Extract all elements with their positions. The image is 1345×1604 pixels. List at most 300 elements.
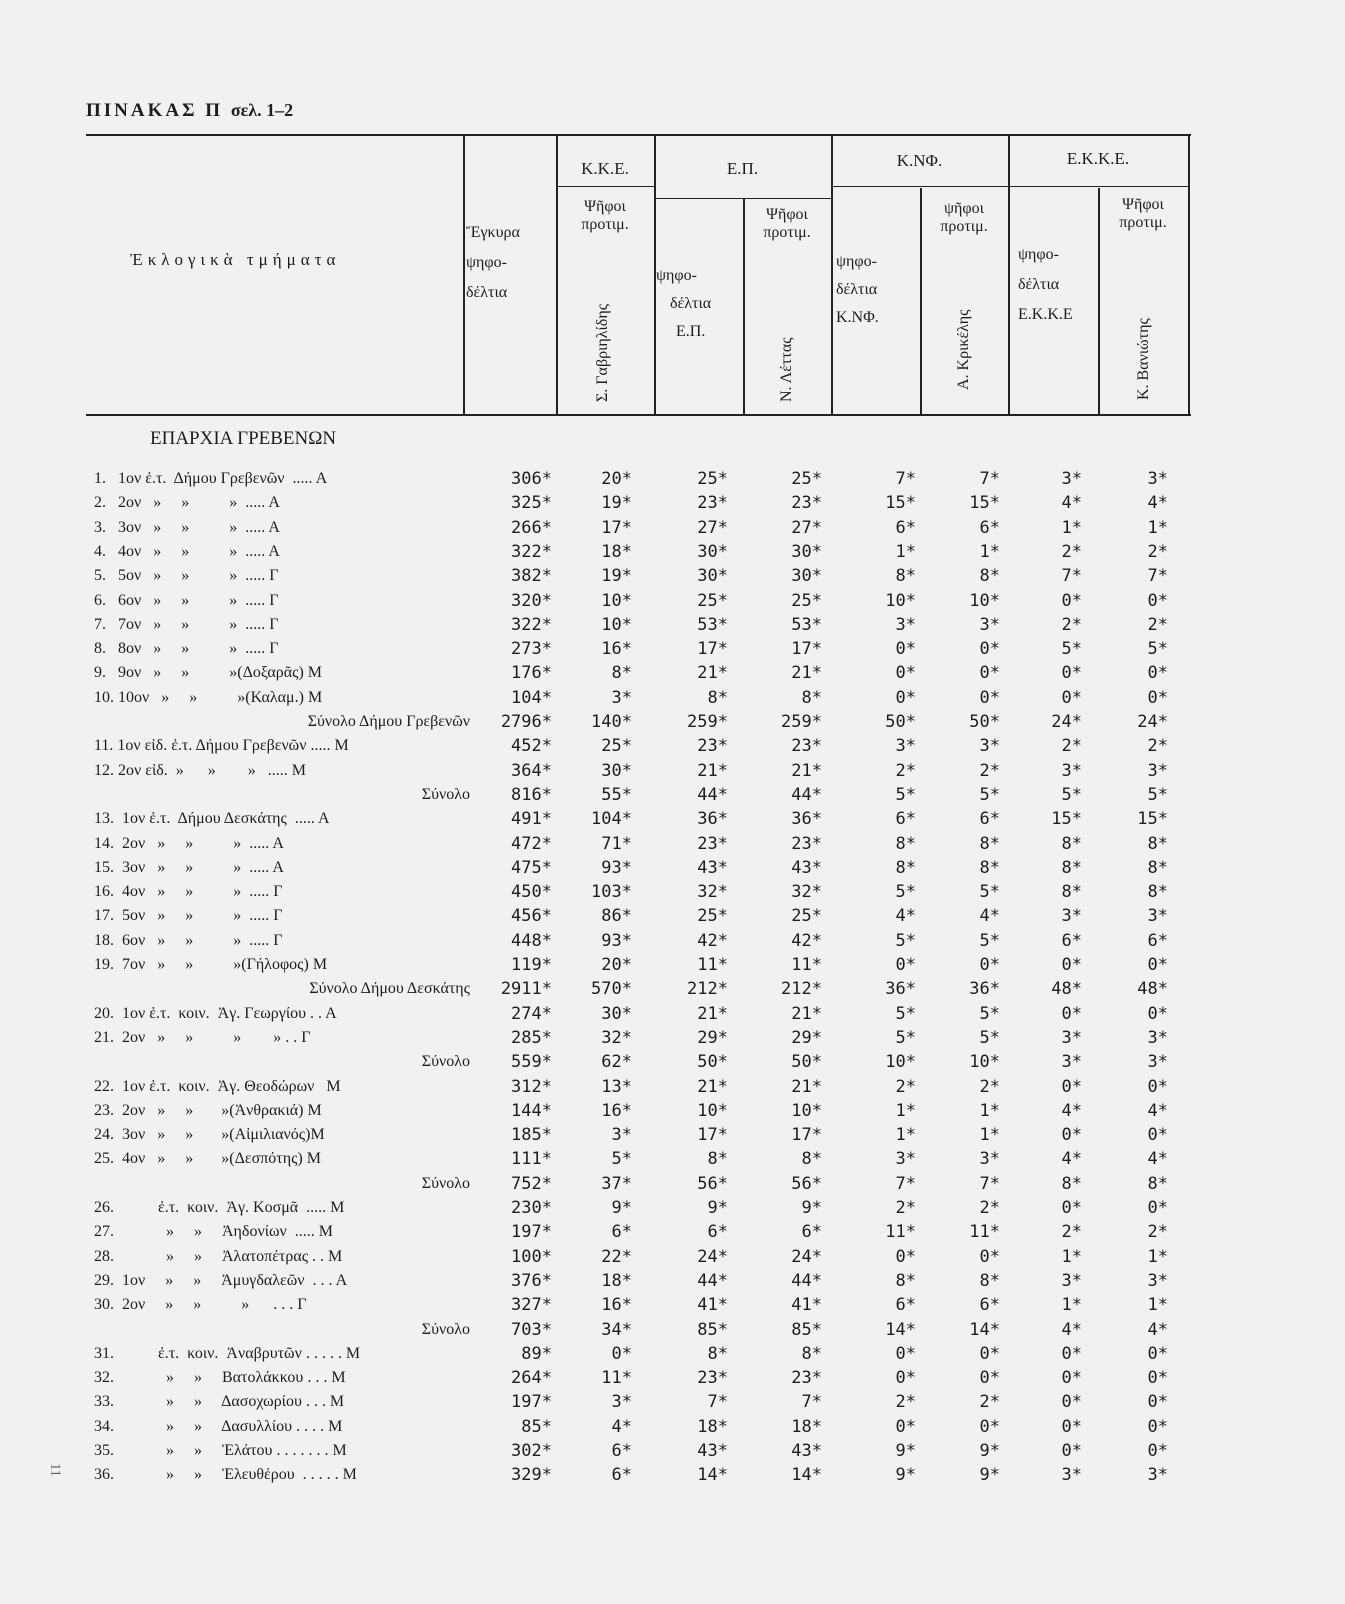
cell-col-7: 0* bbox=[1061, 1125, 1082, 1146]
cell-col-4: 17* bbox=[791, 1125, 822, 1146]
cell-col-3: 36* bbox=[697, 809, 728, 830]
cell-col-7: 2* bbox=[1061, 736, 1082, 757]
cell-col-7: 48* bbox=[1051, 979, 1082, 1000]
cell-col-4: 9* bbox=[801, 1198, 822, 1218]
cell-col-8: 15* bbox=[1137, 809, 1168, 830]
total-row bbox=[0, 711, 1200, 735]
row-label: Σύνολο Δήμου Γρεβενῶν bbox=[307, 713, 470, 730]
row-label: 11. 1ον εἰδ. ἐ.τ. Δήμου Γρεβενῶν ..... Μ bbox=[94, 737, 349, 755]
cell-col-2: 17* bbox=[601, 517, 632, 538]
cell-col-4: 212* bbox=[781, 979, 822, 1000]
cell-col-4: 42* bbox=[791, 930, 822, 951]
party-underline-kke bbox=[556, 186, 654, 187]
cell-col-6: 0* bbox=[979, 639, 1000, 660]
cell-col-3: 32* bbox=[697, 882, 728, 903]
cell-col-1: 302* bbox=[511, 1441, 552, 1461]
cell-col-2: 32* bbox=[601, 1027, 632, 1048]
party-kke: Κ.Κ.Ε. bbox=[581, 159, 629, 178]
cell-col-5: 1* bbox=[895, 1125, 916, 1146]
table-row bbox=[0, 662, 1200, 686]
row-label: 17. 5ον » » » ..... Γ bbox=[94, 907, 283, 925]
cell-col-3: 8* bbox=[707, 1149, 728, 1170]
cell-col-7: 2* bbox=[1061, 614, 1082, 635]
cell-col-2: 16* bbox=[601, 1100, 632, 1121]
ekke-ballots-header bbox=[1018, 240, 1098, 330]
table-row bbox=[0, 930, 1200, 954]
cell-col-5: 5* bbox=[895, 784, 916, 805]
cell-col-3: 43* bbox=[697, 857, 728, 878]
cell-col-8: 2* bbox=[1147, 541, 1168, 562]
cell-col-2: 6* bbox=[611, 1441, 632, 1461]
cell-col-8: 3* bbox=[1147, 1270, 1168, 1291]
cell-col-7: 2* bbox=[1061, 1222, 1082, 1243]
cell-col-3: 8* bbox=[707, 1343, 728, 1364]
table-row bbox=[0, 1270, 1200, 1294]
cell-col-7: 6* bbox=[1061, 930, 1082, 951]
cell-col-1: 266* bbox=[511, 517, 552, 538]
ekke-pref-header bbox=[1098, 196, 1188, 232]
cell-col-4: 10* bbox=[791, 1100, 822, 1121]
cell-col-4: 44* bbox=[791, 784, 822, 805]
cell-col-8: 6* bbox=[1147, 930, 1168, 951]
cell-col-4: 25* bbox=[791, 590, 822, 611]
cell-col-2: 103* bbox=[591, 882, 632, 903]
cell-col-5: 3* bbox=[895, 1149, 916, 1170]
cell-col-6: 2* bbox=[979, 1198, 1000, 1218]
cell-col-5: 5* bbox=[895, 1003, 916, 1024]
cell-col-8: 2* bbox=[1147, 736, 1168, 757]
cell-col-4: 27* bbox=[791, 517, 822, 538]
cell-col-7: 1* bbox=[1061, 1246, 1082, 1267]
col-header-valid bbox=[466, 218, 554, 308]
cell-col-8: 0* bbox=[1147, 1368, 1168, 1389]
cell-col-5: 5* bbox=[895, 882, 916, 903]
cell-col-1: 264* bbox=[511, 1368, 552, 1389]
cell-col-1: 185* bbox=[511, 1125, 552, 1146]
cell-col-4: 21* bbox=[791, 663, 822, 684]
cell-col-4: 21* bbox=[791, 760, 822, 781]
ep-ballots-l1: ψηφο- bbox=[656, 267, 697, 284]
row-label: 10. 10ον » » »(Καλαμ.) Μ bbox=[94, 688, 323, 706]
cell-col-8: 2* bbox=[1147, 1222, 1168, 1243]
cell-col-3: 43* bbox=[697, 1441, 728, 1461]
cell-col-5: 5* bbox=[895, 930, 916, 951]
cell-col-2: 3* bbox=[611, 687, 632, 708]
cell-col-8: 0* bbox=[1147, 1416, 1168, 1437]
kke-pref-l1: Ψῆφοι bbox=[584, 198, 626, 215]
cell-col-8: 4* bbox=[1147, 493, 1168, 514]
cell-col-8: 0* bbox=[1147, 1441, 1168, 1461]
cell-col-4: 32* bbox=[791, 882, 822, 903]
cell-col-3: 25* bbox=[697, 906, 728, 927]
cell-col-8: 4* bbox=[1147, 1149, 1168, 1170]
cell-col-3: 21* bbox=[697, 1076, 728, 1097]
cell-col-6: 8* bbox=[979, 566, 1000, 587]
cell-col-8: 8* bbox=[1147, 1173, 1168, 1194]
table-row bbox=[0, 492, 1200, 516]
header-top-rule bbox=[86, 134, 1191, 136]
cell-col-3: 44* bbox=[697, 784, 728, 805]
row-label: Σύνολο bbox=[421, 785, 470, 803]
cell-col-7: 7* bbox=[1061, 566, 1082, 587]
cell-col-4: 41* bbox=[791, 1295, 822, 1316]
row-label: 23. 2ον » » »(Ἀνθρακιά) Μ bbox=[94, 1101, 322, 1119]
table-row bbox=[0, 1246, 1200, 1270]
cell-col-6: 5* bbox=[979, 882, 1000, 903]
cell-col-8: 0* bbox=[1147, 1343, 1168, 1364]
cell-col-2: 16* bbox=[601, 1295, 632, 1316]
cell-col-6: 8* bbox=[979, 857, 1000, 878]
ep-pref-l2: προτιμ. bbox=[763, 224, 811, 241]
cell-col-2: 93* bbox=[601, 930, 632, 951]
cell-col-1: 104* bbox=[511, 687, 552, 708]
cell-col-8: 8* bbox=[1147, 882, 1168, 903]
ep-ballots-header bbox=[656, 262, 742, 346]
cell-col-4: 44* bbox=[791, 1270, 822, 1291]
cell-col-4: 24* bbox=[791, 1246, 822, 1267]
table-row bbox=[0, 1003, 1200, 1027]
table-row bbox=[0, 833, 1200, 857]
cell-col-5: 10* bbox=[885, 1052, 916, 1073]
cell-col-5: 4* bbox=[895, 906, 916, 927]
cell-col-3: 21* bbox=[697, 1003, 728, 1024]
row-label: 18. 6ον » » » ..... Γ bbox=[94, 931, 283, 949]
page-title bbox=[86, 100, 293, 122]
cell-col-2: 10* bbox=[601, 614, 632, 635]
table-row bbox=[0, 1221, 1200, 1245]
cell-col-1: 475* bbox=[511, 857, 552, 878]
cell-col-2: 10* bbox=[601, 590, 632, 611]
cell-col-3: 27* bbox=[697, 517, 728, 538]
cell-col-7: 0* bbox=[1061, 1198, 1082, 1218]
cell-col-7: 8* bbox=[1061, 1173, 1082, 1194]
cell-col-6: 0* bbox=[979, 663, 1000, 684]
cell-col-5: 8* bbox=[895, 833, 916, 854]
cell-col-5: 9* bbox=[895, 1465, 916, 1486]
cell-col-1: 273* bbox=[511, 639, 552, 660]
cell-col-3: 21* bbox=[697, 760, 728, 781]
cell-col-8: 8* bbox=[1147, 857, 1168, 878]
row-label: 14. 2ον » » » ..... Α bbox=[94, 834, 284, 852]
party-knf: Κ.ΝΦ. bbox=[896, 151, 943, 170]
cell-col-6: 1* bbox=[979, 541, 1000, 562]
cell-col-2: 34* bbox=[601, 1319, 632, 1340]
cell-col-4: 50* bbox=[791, 1052, 822, 1073]
ep-pref-l1: Ψῆφοι bbox=[766, 206, 808, 223]
cell-col-5: 11* bbox=[885, 1222, 916, 1243]
cell-col-3: 85* bbox=[697, 1319, 728, 1340]
knf-ballots-l2: δέλτια bbox=[836, 281, 878, 298]
table-row bbox=[0, 857, 1200, 881]
cell-col-8: 24* bbox=[1137, 712, 1168, 732]
cell-col-8: 0* bbox=[1147, 1076, 1168, 1097]
cell-col-5: 2* bbox=[895, 1392, 916, 1413]
cell-col-3: 24* bbox=[697, 1246, 728, 1267]
valid-line-1: Ἔγκυρα bbox=[466, 224, 520, 241]
cell-col-2: 13* bbox=[601, 1076, 632, 1097]
cell-col-1: 322* bbox=[511, 614, 552, 635]
table-row bbox=[0, 1343, 1200, 1367]
cell-col-2: 55* bbox=[601, 784, 632, 805]
row-label: 30. 2ον » » » . . . Γ bbox=[94, 1296, 307, 1314]
col-divider-6 bbox=[1188, 134, 1190, 414]
total-row bbox=[0, 978, 1200, 1002]
cell-col-5: 14* bbox=[885, 1319, 916, 1340]
row-label: 29. 1ον » » Ἀμυγδαλεῶν . . . Α bbox=[94, 1271, 348, 1289]
cell-col-3: 23* bbox=[697, 1368, 728, 1389]
cell-col-2: 9* bbox=[611, 1198, 632, 1218]
cell-col-7: 3* bbox=[1061, 1027, 1082, 1048]
table-row bbox=[0, 881, 1200, 905]
cell-col-8: 4* bbox=[1147, 1319, 1168, 1340]
cell-col-6: 6* bbox=[979, 1295, 1000, 1316]
table-row bbox=[0, 614, 1200, 638]
table-row bbox=[0, 808, 1200, 832]
cell-col-3: 18* bbox=[697, 1416, 728, 1437]
cell-col-4: 17* bbox=[791, 639, 822, 660]
table-row bbox=[0, 590, 1200, 614]
cell-col-3: 17* bbox=[697, 639, 728, 660]
cell-col-2: 0* bbox=[611, 1343, 632, 1364]
cell-col-5: 0* bbox=[895, 639, 916, 660]
kke-pref-l2: προτιμ. bbox=[581, 216, 629, 233]
cell-col-4: 53* bbox=[791, 614, 822, 635]
cell-col-5: 10* bbox=[885, 590, 916, 611]
cell-col-5: 7* bbox=[895, 1173, 916, 1194]
cell-col-1: 559* bbox=[511, 1052, 552, 1073]
valid-line-2: ψηφο- bbox=[466, 254, 507, 271]
cell-col-2: 20* bbox=[601, 955, 632, 975]
cell-col-8: 3* bbox=[1147, 1027, 1168, 1048]
cell-col-7: 3* bbox=[1061, 1270, 1082, 1291]
cell-col-5: 8* bbox=[895, 857, 916, 878]
cell-col-6: 3* bbox=[979, 736, 1000, 757]
cell-col-6: 5* bbox=[979, 1003, 1000, 1024]
col-divider-4 bbox=[831, 134, 833, 414]
row-label: 33. » » Δασοχωρίου . . . Μ bbox=[94, 1393, 345, 1411]
cell-col-1: 2796* bbox=[500, 712, 552, 732]
cell-col-5: 2* bbox=[895, 1198, 916, 1218]
cell-col-4: 25* bbox=[791, 469, 822, 489]
cell-col-1: 472* bbox=[511, 833, 552, 854]
table-row bbox=[0, 1440, 1200, 1464]
cell-col-2: 37* bbox=[601, 1173, 632, 1194]
party-underline-ep bbox=[654, 198, 831, 199]
cell-col-1: 703* bbox=[511, 1319, 552, 1340]
cell-col-5: 1* bbox=[895, 1100, 916, 1121]
cell-col-6: 0* bbox=[979, 1416, 1000, 1437]
total-row bbox=[0, 1319, 1200, 1343]
cell-col-8: 5* bbox=[1147, 639, 1168, 660]
cell-col-5: 5* bbox=[895, 1027, 916, 1048]
cell-col-7: 2* bbox=[1061, 541, 1082, 562]
cell-col-3: 212* bbox=[687, 979, 728, 1000]
cell-col-8: 3* bbox=[1147, 469, 1168, 489]
knf-pref-header bbox=[920, 200, 1008, 236]
cell-col-8: 0* bbox=[1147, 1392, 1168, 1413]
cell-col-3: 23* bbox=[697, 493, 728, 514]
cell-col-3: 30* bbox=[697, 541, 728, 562]
cell-col-1: 89* bbox=[521, 1343, 552, 1364]
cell-col-3: 9* bbox=[707, 1198, 728, 1218]
knf-ballots-header bbox=[836, 248, 920, 332]
cell-col-3: 11* bbox=[697, 955, 728, 975]
cell-col-4: 25* bbox=[791, 906, 822, 927]
table-row bbox=[0, 1100, 1200, 1124]
cell-col-3: 23* bbox=[697, 736, 728, 757]
cell-col-3: 8* bbox=[707, 687, 728, 708]
col-divider-5 bbox=[1008, 134, 1010, 414]
cell-col-7: 1* bbox=[1061, 517, 1082, 538]
cell-col-6: 14* bbox=[969, 1319, 1000, 1340]
cell-col-7: 8* bbox=[1061, 882, 1082, 903]
row-label: 24. 3ον » » »(Αἰμιλιανός)Μ bbox=[94, 1126, 325, 1144]
cell-col-2: 25* bbox=[601, 736, 632, 757]
cell-col-3: 14* bbox=[697, 1465, 728, 1486]
cell-col-1: 2911* bbox=[500, 979, 552, 1000]
table-row bbox=[0, 1391, 1200, 1415]
knf-pref-l1: ψῆφοι bbox=[944, 200, 984, 217]
cell-col-8: 0* bbox=[1147, 1125, 1168, 1146]
cell-col-1: 325* bbox=[511, 493, 552, 514]
cell-col-6: 5* bbox=[979, 930, 1000, 951]
cell-col-4: 85* bbox=[791, 1319, 822, 1340]
cell-col-2: 86* bbox=[601, 906, 632, 927]
cell-col-8: 0* bbox=[1147, 1198, 1168, 1218]
cell-col-4: 23* bbox=[791, 833, 822, 854]
cell-col-6: 1* bbox=[979, 1125, 1000, 1146]
cell-col-3: 30* bbox=[697, 566, 728, 587]
cell-col-5: 2* bbox=[895, 1076, 916, 1097]
cell-col-8: 3* bbox=[1147, 760, 1168, 781]
cell-col-7: 24* bbox=[1051, 712, 1082, 732]
table-row bbox=[0, 1367, 1200, 1391]
row-label: 8. 8ον » » » ..... Γ bbox=[94, 640, 279, 658]
table-row bbox=[0, 1076, 1200, 1100]
ekke-pref-candidate: Κ. Βανιώτης bbox=[1135, 318, 1152, 400]
cell-col-1: 119* bbox=[511, 955, 552, 975]
page-number: 11 bbox=[47, 1463, 63, 1477]
cell-col-6: 0* bbox=[979, 1368, 1000, 1389]
cell-col-7: 0* bbox=[1061, 1416, 1082, 1437]
row-label: 1. 1ον ἐ.τ. Δήμου Γρεβενῶν ..... Α bbox=[94, 470, 328, 487]
total-row bbox=[0, 784, 1200, 808]
cell-col-6: 0* bbox=[979, 687, 1000, 708]
cell-col-7: 0* bbox=[1061, 663, 1082, 684]
row-label: 7. 7ον » » » ..... Γ bbox=[94, 615, 279, 633]
row-label: Σύνολο bbox=[421, 1174, 470, 1192]
cell-col-1: 752* bbox=[511, 1173, 552, 1194]
cell-col-7: 5* bbox=[1061, 784, 1082, 805]
cell-col-2: 71* bbox=[601, 833, 632, 854]
cell-col-2: 30* bbox=[601, 760, 632, 781]
cell-col-5: 9* bbox=[895, 1441, 916, 1461]
table-row bbox=[0, 905, 1200, 929]
cell-col-7: 0* bbox=[1061, 1076, 1082, 1097]
cell-col-7: 0* bbox=[1061, 1003, 1082, 1024]
cell-col-7: 0* bbox=[1061, 590, 1082, 611]
cell-col-6: 2* bbox=[979, 760, 1000, 781]
ep-ballots-l3: Ε.Π. bbox=[676, 323, 706, 340]
cell-col-7: 5* bbox=[1061, 639, 1082, 660]
cell-col-1: 176* bbox=[511, 663, 552, 684]
cell-col-2: 104* bbox=[591, 809, 632, 830]
cell-col-1: 450* bbox=[511, 882, 552, 903]
cell-col-1: 382* bbox=[511, 566, 552, 587]
cell-col-6: 2* bbox=[979, 1076, 1000, 1097]
row-label: 9. 9ον » » »(Δοξαρᾶς) Μ bbox=[94, 664, 323, 682]
cell-col-5: 6* bbox=[895, 1295, 916, 1316]
cell-col-5: 2* bbox=[895, 760, 916, 781]
cell-col-4: 7* bbox=[801, 1392, 822, 1413]
cell-col-1: 230* bbox=[511, 1198, 552, 1218]
cell-col-2: 4* bbox=[611, 1416, 632, 1437]
cell-col-1: 456* bbox=[511, 906, 552, 927]
col-divider-1 bbox=[463, 134, 465, 414]
cell-col-4: 36* bbox=[791, 809, 822, 830]
total-row bbox=[0, 1173, 1200, 1197]
cell-col-2: 11* bbox=[601, 1368, 632, 1389]
table-row bbox=[0, 565, 1200, 589]
cell-col-2: 5* bbox=[611, 1149, 632, 1170]
cell-col-7: 0* bbox=[1061, 955, 1082, 975]
cell-col-2: 18* bbox=[601, 1270, 632, 1291]
cell-col-1: 85* bbox=[521, 1416, 552, 1437]
cell-col-3: 29* bbox=[697, 1027, 728, 1048]
table-row bbox=[0, 541, 1200, 565]
cell-col-7: 8* bbox=[1061, 833, 1082, 854]
party-ekke: Ε.Κ.Κ.Ε. bbox=[1066, 149, 1130, 168]
cell-col-4: 8* bbox=[801, 1149, 822, 1170]
cell-col-7: 3* bbox=[1061, 906, 1082, 927]
cell-col-3: 21* bbox=[697, 663, 728, 684]
cell-col-2: 22* bbox=[601, 1246, 632, 1267]
cell-col-6: 3* bbox=[979, 1149, 1000, 1170]
cell-col-5: 36* bbox=[885, 979, 916, 1000]
party-ep: Ε.Π. bbox=[726, 159, 759, 178]
cell-col-2: 570* bbox=[591, 979, 632, 1000]
cell-col-6: 9* bbox=[979, 1441, 1000, 1461]
cell-col-8: 0* bbox=[1147, 590, 1168, 611]
cell-col-7: 4* bbox=[1061, 1100, 1082, 1121]
kke-pref-candidate: Σ. Γαβριηλίδης bbox=[594, 303, 611, 402]
row-label: Σύνολο Δήμου Δεσκάτης bbox=[309, 980, 470, 998]
cell-col-7: 3* bbox=[1061, 760, 1082, 781]
cell-col-1: 329* bbox=[511, 1465, 552, 1486]
ep-pref-candidate: Ν. Λέττας bbox=[778, 337, 795, 402]
cell-col-4: 30* bbox=[791, 566, 822, 587]
cell-col-5: 6* bbox=[895, 809, 916, 830]
table-row bbox=[0, 760, 1200, 784]
row-label: 31. ἐ.τ. κοιν. Ἀναβρυτῶν . . . . . Μ bbox=[94, 1344, 361, 1362]
table-row bbox=[0, 1197, 1200, 1221]
cell-col-5: 3* bbox=[895, 736, 916, 757]
table-row bbox=[0, 1464, 1200, 1488]
cell-col-6: 11* bbox=[969, 1222, 1000, 1243]
ep-pref-header bbox=[743, 206, 831, 242]
valid-line-3: δέλτια bbox=[466, 284, 508, 301]
table-row bbox=[0, 1124, 1200, 1148]
table-row bbox=[0, 1294, 1200, 1318]
row-label: 34. » » Δασυλλίου . . . . Μ bbox=[94, 1417, 343, 1435]
ekke-pref-l2: προτιμ. bbox=[1119, 214, 1167, 231]
kke-pref-header bbox=[556, 198, 654, 234]
row-label: 2. 2ον » » » ..... Α bbox=[94, 494, 280, 512]
cell-col-4: 11* bbox=[791, 955, 822, 975]
cell-col-1: 376* bbox=[511, 1270, 552, 1291]
cell-col-5: 0* bbox=[895, 687, 916, 708]
row-label: 20. 1ον ἐ.τ. κοιν. Ἀγ. Γεωργίου . . Α bbox=[94, 1004, 337, 1022]
